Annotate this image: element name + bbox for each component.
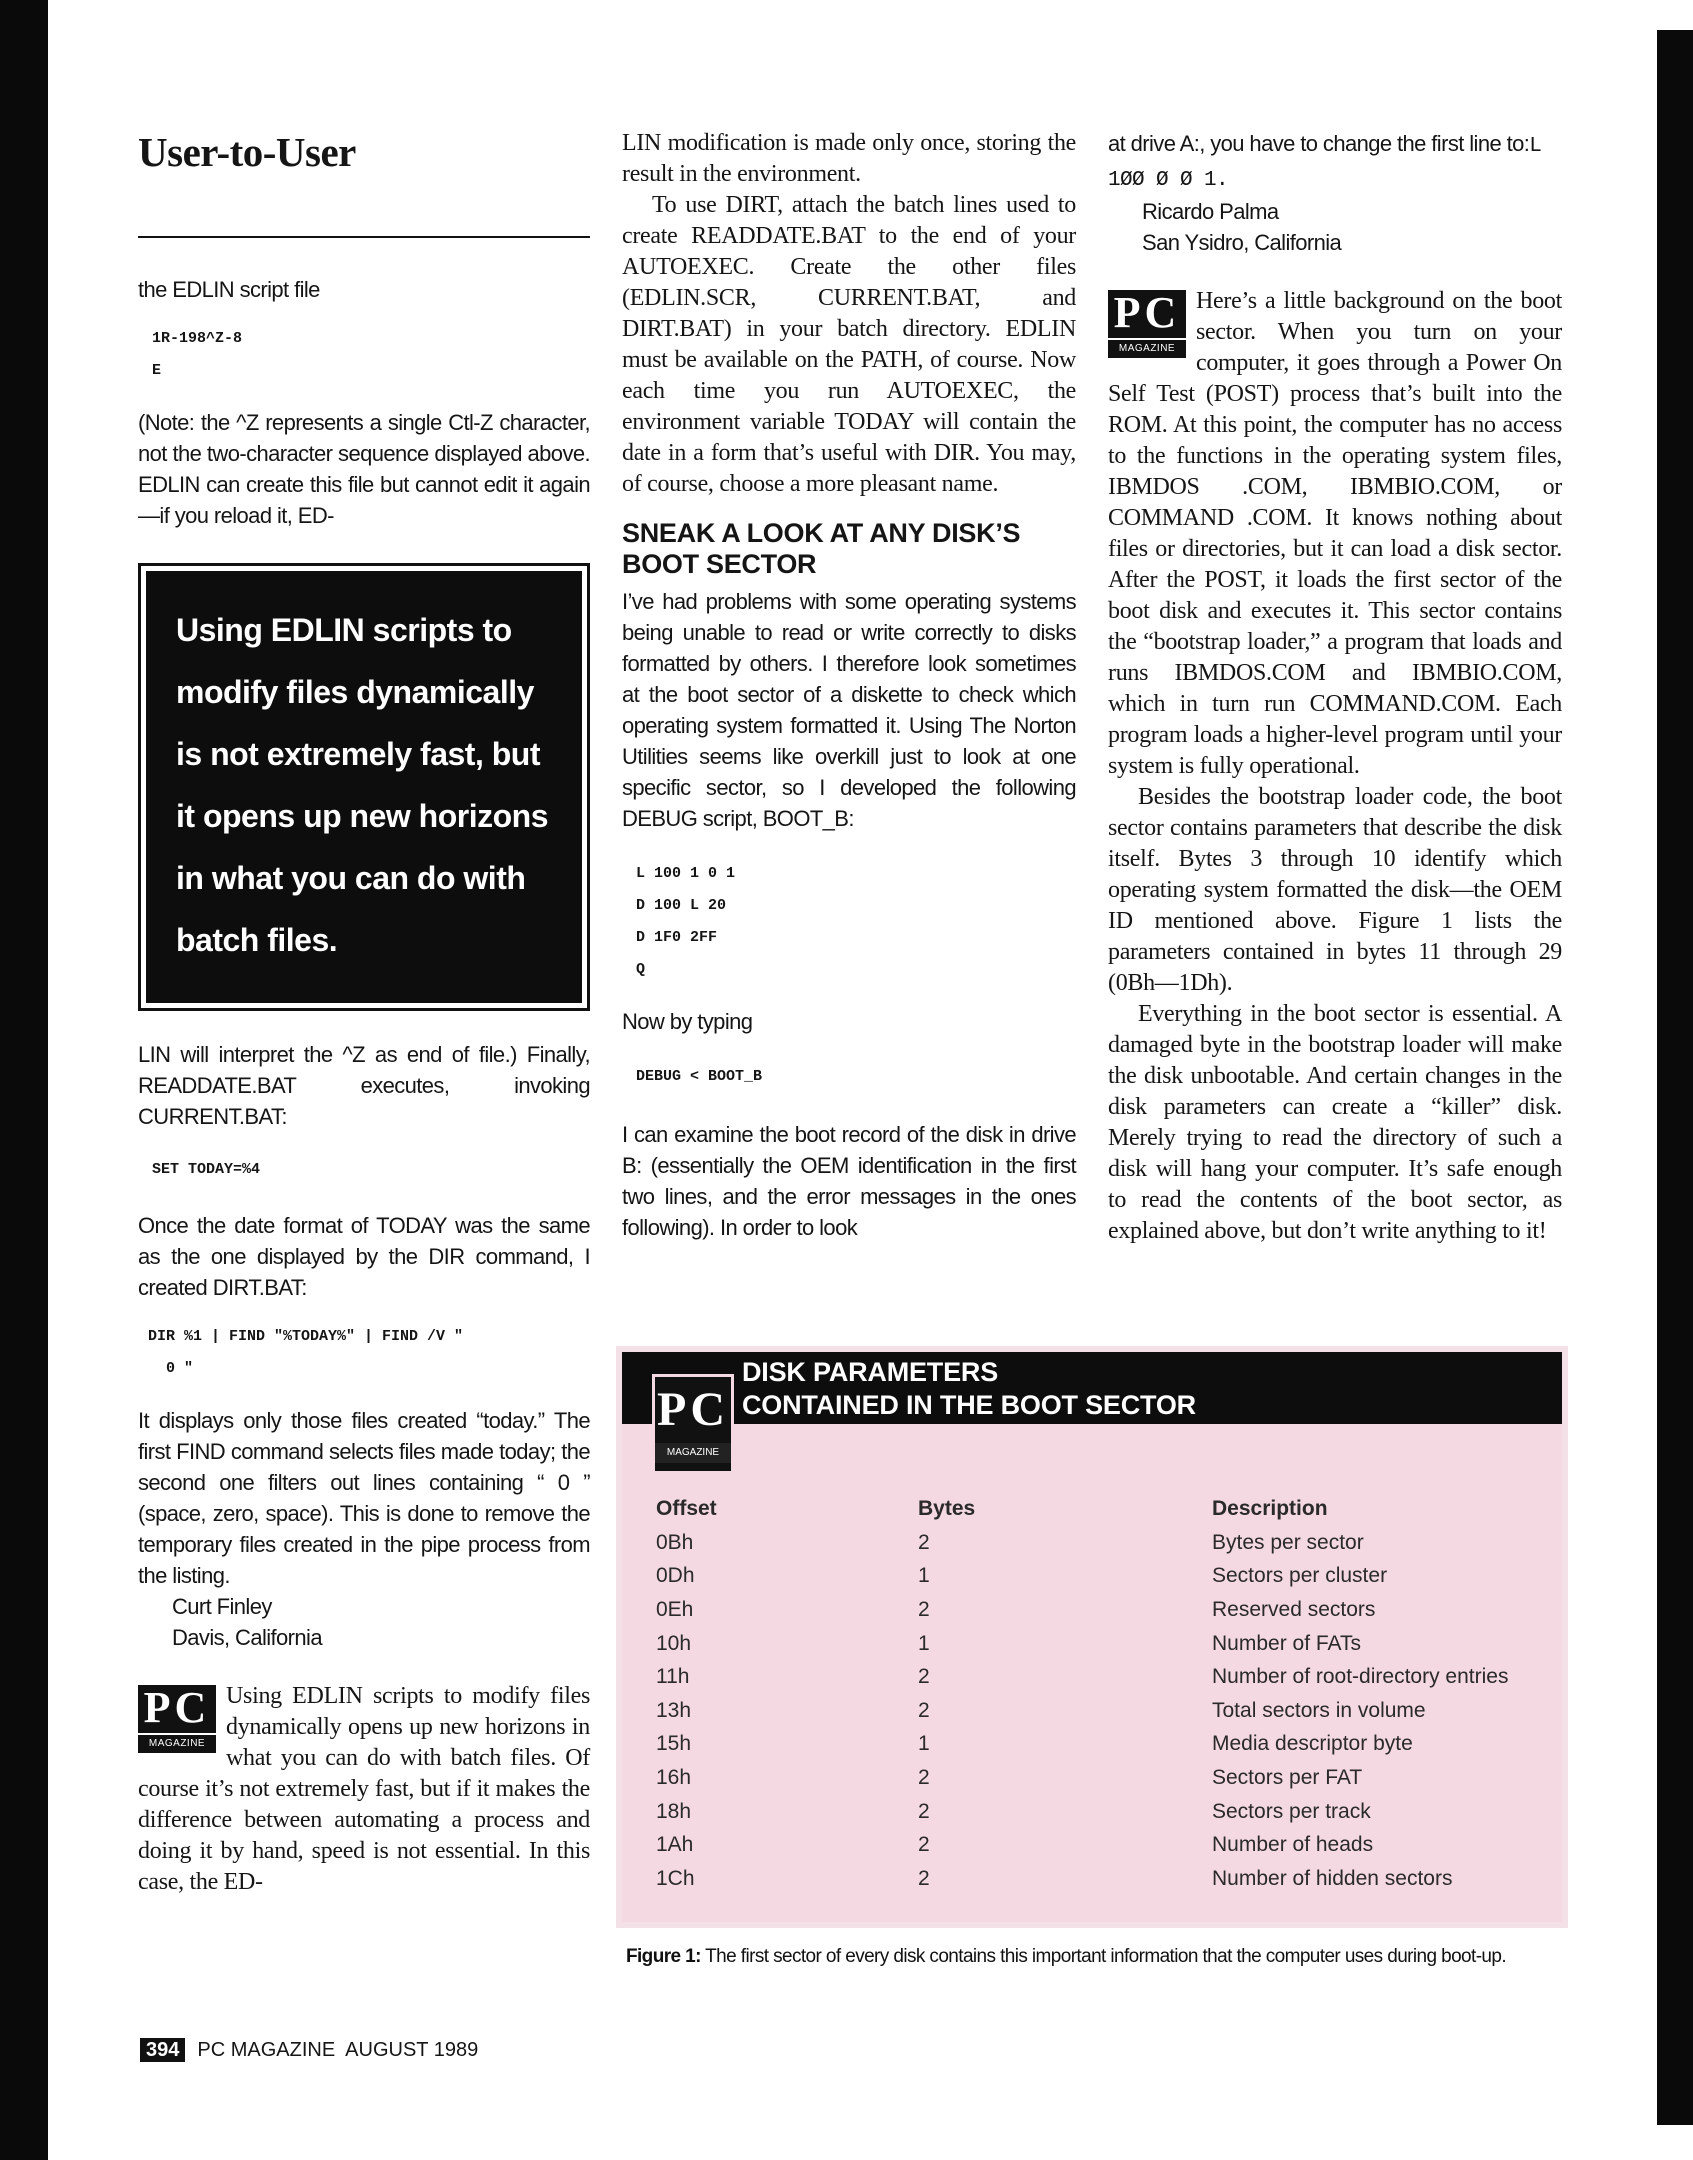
table-header-row <box>656 1492 1542 1526</box>
paragraph: LIN modification is made only once, storing the result in the environment. <box>622 130 1076 187</box>
table-row <box>656 1593 1542 1627</box>
cell-bytes: 1 <box>918 1564 930 1588</box>
scan-edge-right <box>1657 30 1693 2125</box>
code-line: 0 " <box>148 1360 194 1377</box>
inline-code: L 1ØØ Ø Ø 1. <box>1108 135 1542 192</box>
reply-text: Everything in the boot sector is essential. A damaged byte in the bootstrap loader will make the disk unbootable. And certain changes in the disk parameters can create a “killer” disk. Merely trying to read the directory of such a disk will hang your computer. It’s safe enough to read the contents of the boot sector, as explained above, but don’t write anything to it! <box>1108 1001 1562 1244</box>
column-header-bytes: Bytes <box>918 1497 976 1520</box>
cell-offset: 1Ah <box>656 1833 694 1857</box>
paragraph <box>1108 128 1562 196</box>
cell-description: Media descriptor byte <box>1212 1732 1413 1756</box>
signature-place: Davis, California <box>172 1625 322 1650</box>
page-number: 394 <box>140 2038 185 2062</box>
parameters-table <box>656 1492 1542 1896</box>
figure-title-line: CONTAINED IN THE BOOT SECTOR <box>742 1390 1196 1420</box>
cell-offset: 18h <box>656 1799 692 1823</box>
department-title: User-to-User <box>138 129 356 175</box>
caption-label: Figure 1: <box>626 1946 701 1967</box>
code-line: D 100 L 20 <box>636 897 727 914</box>
code-block <box>636 858 1076 986</box>
title-rule <box>138 236 590 238</box>
table-row <box>656 1660 1542 1694</box>
figure-title-line: DISK PARAMETERS <box>742 1357 999 1387</box>
code-block <box>152 323 590 387</box>
pc-logo-magazine: MAGAZINE <box>138 1735 216 1753</box>
figure-disk-parameters <box>622 1352 1562 1922</box>
reply-text: Using EDLIN scripts to modify files dynamically opens up new horizons in what you can do with batch files. Of course it’s not extremely fast, but if it makes the difference between automating a process and doing it by hand, speed is not essential. In this case, the ED- <box>138 1683 590 1895</box>
figure-header <box>622 1352 1562 1458</box>
code-block <box>152 1154 590 1186</box>
cell-offset: 0Bh <box>656 1530 694 1554</box>
section-heading: SNEAK A LOOK AT ANY DISK’S BOOT SECTOR <box>622 518 1021 579</box>
cell-bytes: 1 <box>918 1732 930 1756</box>
pc-magazine-logo <box>652 1374 734 1474</box>
cell-description: Sectors per cluster <box>1212 1564 1388 1588</box>
figure-title <box>742 1356 1196 1422</box>
cell-offset: 1Ch <box>656 1866 695 1890</box>
cell-description: Bytes per sector <box>1212 1530 1364 1554</box>
table-row <box>656 1761 1542 1795</box>
reply-text: Besides the bootstrap loader code, the boot sector contains parameters that describe the disk itself. Bytes 3 through 10 identify which operating system formatted the disk—the OEM ID mentioned above. Figure 1 lists the parameters contained in bytes 11 through 29 (0Bh—1Dh). <box>1108 784 1562 996</box>
code-line: 1R-198^Z-8 <box>152 330 243 347</box>
cell-description: Sectors per FAT <box>1212 1765 1363 1789</box>
cell-bytes: 2 <box>918 1530 930 1554</box>
column-header-offset: Offset <box>656 1497 717 1520</box>
cell-bytes: 2 <box>918 1833 930 1857</box>
cell-description: Number of heads <box>1212 1833 1374 1857</box>
paragraph: To use DIRT, attach the batch lines used to create READDATE.BAT to the end of your AUTOEXEC. Create the other files (EDLIN.SCR, CURRENT.BAT, and DIRT.BAT) in your batch directory. EDLIN must be available on the PATH, of course. Now each time you run AUTOEXEC, the environment variable TODAY will contain the date in a form that’s useful with DIR. You may, of course, choose a more pleasant name. <box>622 192 1076 497</box>
table-row <box>656 1526 1542 1560</box>
cell-bytes: 2 <box>918 1665 930 1689</box>
cell-description: Reserved sectors <box>1212 1597 1376 1621</box>
pc-logo-letters: PC <box>1108 290 1186 338</box>
pull-quote-text: Using EDLIN scripts to modify files dynamically is not extremely fast, but it opens up new horizons in what you can do with batch files. <box>146 571 582 1003</box>
code-line: Q <box>636 961 646 978</box>
pc-magazine-logo <box>1108 290 1186 358</box>
column-2 <box>622 128 1076 1243</box>
code-line: SET TODAY=%4 <box>152 1161 261 1178</box>
code-line: L 100 1 0 1 <box>636 865 736 882</box>
cell-offset: 0Eh <box>656 1597 694 1621</box>
editor-reply <box>138 1681 590 1898</box>
pc-logo-letters: PC <box>138 1685 216 1733</box>
table-row <box>656 1828 1542 1862</box>
reply-text: Here’s a little background on the boot sector. When you turn on your computer, it goes through a Power On Self Test (POST) process that’s built into the ROM. At this point, the computer has no access to the functions in the operating system files, IBMDOS .COM, IBMBIO.COM, or COMMAND .COM. It knows nothing about files or directories, but it can load a disk sector. After the POST, it loads the first sector of the boot disk and executes it. This sector contains the “bootstrap loader,” a program that loads and runs IBMDOS.COM and IBMBIO.COM, which in turn run COMMAND.COM. Each program loads a higher-level program until your system is fully operational. <box>1108 288 1562 779</box>
signature-name: Ricardo Palma <box>1142 199 1279 224</box>
footer-text: PC MAGAZINE AUGUST 1989 <box>197 2038 479 2061</box>
paragraph: the EDLIN script file <box>138 277 320 302</box>
cell-description: Total sectors in volume <box>1212 1698 1426 1722</box>
pc-magazine-logo <box>138 1685 216 1753</box>
pc-logo-letters: PC <box>657 1383 729 1436</box>
signature-name: Curt Finley <box>172 1594 272 1619</box>
code-block <box>636 1061 1076 1093</box>
caption-text: The first sector of every disk contains this important information that the computer uses during boot-up. <box>700 1946 1507 1967</box>
code-line: D 1F0 2FF <box>636 929 718 946</box>
cell-bytes: 2 <box>918 1597 930 1621</box>
pc-logo-magazine: MAGAZINE <box>655 1443 731 1463</box>
paragraph: LIN will interpret the ^Z as end of file.) Finally, READDATE.BAT executes, invoking CURRENT.BAT: <box>138 1042 590 1129</box>
signature-place: San Ysidro, California <box>1142 230 1342 255</box>
code-line: DEBUG < BOOT_B <box>636 1068 763 1085</box>
table-row <box>656 1560 1542 1594</box>
paragraph: Now by typing <box>622 1009 753 1034</box>
cell-bytes: 2 <box>918 1866 930 1890</box>
paragraph: (Note: the ^Z represents a single Ctl-Z character, not the two-character sequence displayed above. EDLIN can create this file but cannot edit it again—if you reload it, ED- <box>138 410 590 528</box>
page-footer <box>140 2038 478 2062</box>
cell-description: Sectors per track <box>1212 1799 1371 1823</box>
cell-bytes: 2 <box>918 1799 930 1823</box>
cell-offset: 16h <box>656 1765 692 1789</box>
paragraph: I can examine the boot record of the disk in drive B: (essentially the OEM identification in the first two lines, and the error messages in the ones following). In order to look <box>622 1122 1076 1240</box>
code-block <box>148 1321 590 1385</box>
cell-offset: 10h <box>656 1631 692 1655</box>
paragraph: I’ve had problems with some operating systems being unable to read or write correctly to disks formatted by others. I therefore look sometimes at the boot sector of a diskette to check which operating system formatted it. Using The Norton Utilities seems like overkill just to look at one specific sector, so I developed the following DEBUG script, BOOT_B: <box>622 589 1076 831</box>
column-3 <box>1108 128 1562 1247</box>
code-line: E <box>152 362 162 379</box>
code-line: DIR %1 | FIND "%TODAY%" | FIND /V " <box>148 1328 464 1345</box>
cell-offset: 15h <box>656 1732 692 1756</box>
column-header-description: Description <box>1212 1497 1328 1520</box>
table-row <box>656 1694 1542 1728</box>
paragraph: Once the date format of TODAY was the same as the one displayed by the DIR command, I created DIRT.BAT: <box>138 1213 590 1300</box>
pull-quote <box>138 563 590 1011</box>
paragraph-text: at drive A:, you have to change the first line to: <box>1108 131 1530 156</box>
figure-caption <box>626 1942 1546 1972</box>
cell-bytes: 2 <box>918 1765 930 1789</box>
paragraph: It displays only those files created “today.” The first FIND command selects files made today; the second one filters out lines containing “ 0 ” (space, zero, space). This is done to remove the temporary files created in the pipe process from the listing. <box>138 1408 590 1588</box>
table-row <box>656 1728 1542 1762</box>
cell-bytes: 1 <box>918 1631 930 1655</box>
editor-reply <box>1108 286 1562 782</box>
scan-edge-left <box>0 0 48 2160</box>
table-row <box>656 1795 1542 1829</box>
table-row <box>656 1627 1542 1661</box>
cell-description: Number of FATs <box>1212 1631 1361 1655</box>
table-body <box>656 1526 1542 1896</box>
cell-description: Number of hidden sectors <box>1212 1866 1453 1890</box>
cell-offset: 11h <box>656 1665 690 1689</box>
column-1 <box>138 128 590 1898</box>
pc-logo-magazine: MAGAZINE <box>1108 340 1186 358</box>
cell-description: Number of root-directory entries <box>1212 1665 1509 1689</box>
cell-bytes: 2 <box>918 1698 930 1722</box>
cell-offset: 0Dh <box>656 1564 695 1588</box>
table-row <box>656 1862 1542 1896</box>
cell-offset: 13h <box>656 1698 692 1722</box>
